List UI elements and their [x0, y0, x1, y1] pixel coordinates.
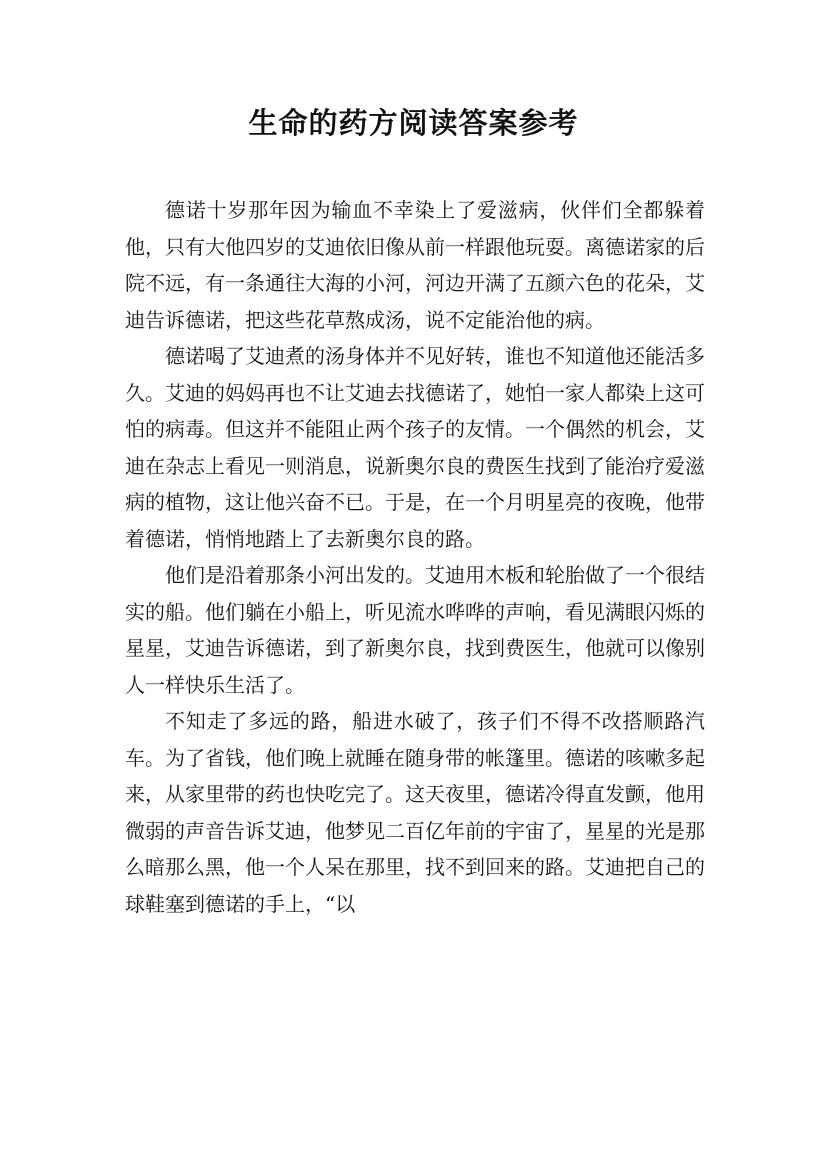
paragraph: 他们是沿着那条小河出发的。艾迪用木板和轮胎做了一个很结实的船。他们躺在小船上，听见流水哗哗的声响，看见满眼闪烁的星星，艾迪告诉德诺，到了新奥尔良，找到费医生，他就可以像别人一样快乐生活了。 — [125, 563, 705, 697]
paragraph: 德诺十岁那年因为输血不幸染上了爱滋病，伙伴们全都躲着他，只有大他四岁的艾迪依旧像从前一样跟他玩耍。离德诺家的后院不远，有一条通往大海的小河，河边开满了五颜六色的花朵，艾迪告诉德诺，把这些花草熬成汤，说不定能治他的病。 — [125, 198, 705, 332]
document-body — [125, 192, 705, 922]
paragraph: 德诺喝了艾迪煮的汤身体并不见好转，谁也不知道他还能活多久。艾迪的妈妈再也不让艾迪去找德诺了，她怕一家人都染上这可怕的病毒。但这并不能阻止两个孩子的友情。一个偶然的机会，艾迪在杂志上看见一则消息，说新奥尔良的费医生找到了能治疗爱滋病的植物，这让他兴奋不已。于是，在一个月明星亮的夜晚，他带着德诺，悄悄地踏上了去新奥尔良的路。 — [125, 344, 705, 551]
paragraph: 不知走了多远的路，船进水破了，孩子们不得不改搭顺路汽车。为了省钱，他们晚上就睡在随身带的帐篷里。德诺的咳嗽多起来，从家里带的药也快吃完了。这天夜里，德诺冷得直发颤，他用微弱的声音告诉艾迪，他梦见二百亿年前的宇宙了，星星的光是那么暗那么黑，他一个人呆在那里，找不到回来的路。艾迪把自己的球鞋塞到德诺的手上，“以 — [125, 709, 705, 916]
document-title: 生命的药方阅读答案参考 — [248, 106, 579, 140]
